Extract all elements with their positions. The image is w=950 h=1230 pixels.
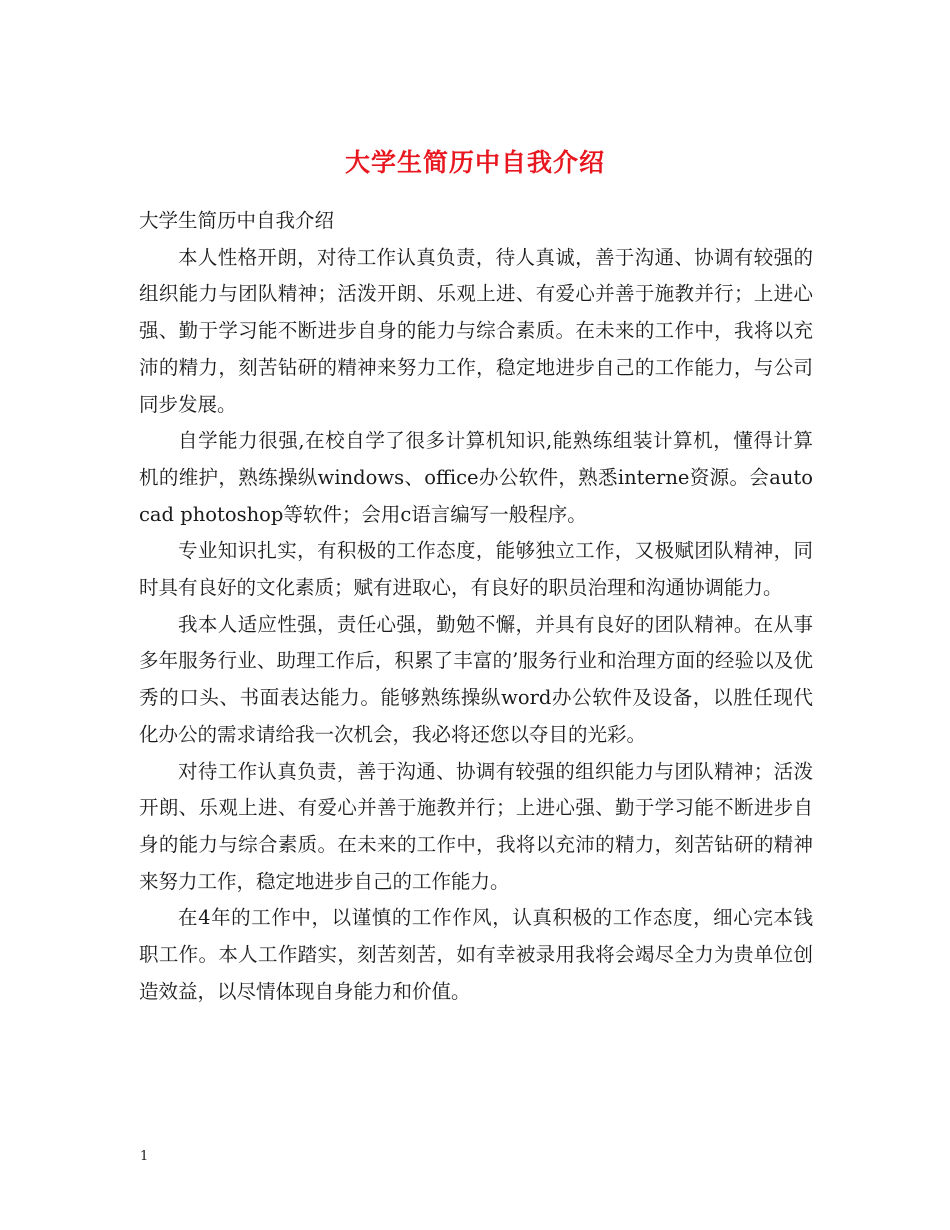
document-subtitle: 大学生简历中自我介绍 [139,209,335,232]
paragraph-computer-skills: 自学能力很强,在校自学了很多计算机知识,能熟练组装计算机，懂得计算机的维护，熟练操纵windows、office办公软件，熟悉interne资源。会auto cad photoshop等软件；会用c语言编写一般程序。 [139,429,813,526]
document-body [139,203,813,1010]
paragraph-work-experience: 我本人适应性强，责任心强，勤勉不懈，并具有良好的团队精神。在从事多年服务行业、助理工作后，积累了丰富的’服务行业和治理方面的经验以及优秀的口头、书面表达能力。能够熟练操纵word办公软件及设备，以胜任现代化办公的需求请给我一次机会，我必将还您以夺目的光彩。 [139,612,813,746]
paragraph-personality: 本人性格开朗，对待工作认真负责，待人真诚，善于沟通、协调有较强的组织能力与团队精神；活泼开朗、乐观上进、有爱心并善于施教并行；上进心强、勤于学习能不断进步自身的能力与综合素质。在未来的工作中，我将以充沛的精力，刻苦钻研的精神来努力工作，稳定地进步自己的工作能力，与公司同步发展。 [139,245,813,416]
page-number: 1 [140,1149,149,1164]
paragraph-work-attitude: 对待工作认真负责，善于沟通、协调有较强的组织能力与团队精神；活泼开朗、乐观上进、有爱心并善于施教并行；上进心强、勤于学习能不断进步自身的能力与综合素质。在未来的工作中，我将以充沛的精力，刻苦钻研的精神来努力工作，稳定地进步自己的工作能力。 [139,759,813,893]
document-title: 大学生简历中自我介绍 [344,147,605,177]
paragraph-professional-knowledge: 专业知识扎实，有积极的工作态度，能够独立工作，又极赋团队精神，同时具有良好的文化素质；赋有进取心，有良好的职员治理和沟通协调能力。 [139,539,813,600]
paragraph-closing: 在4年的工作中，以谨慎的工作作风，认真积极的工作态度，细心完本钱职工作。本人工作踏实，刻苦刻苦，如有幸被录用我将会竭尽全力为贵单位创造效益，以尽情体现自身能力和价值。 [139,906,813,1003]
